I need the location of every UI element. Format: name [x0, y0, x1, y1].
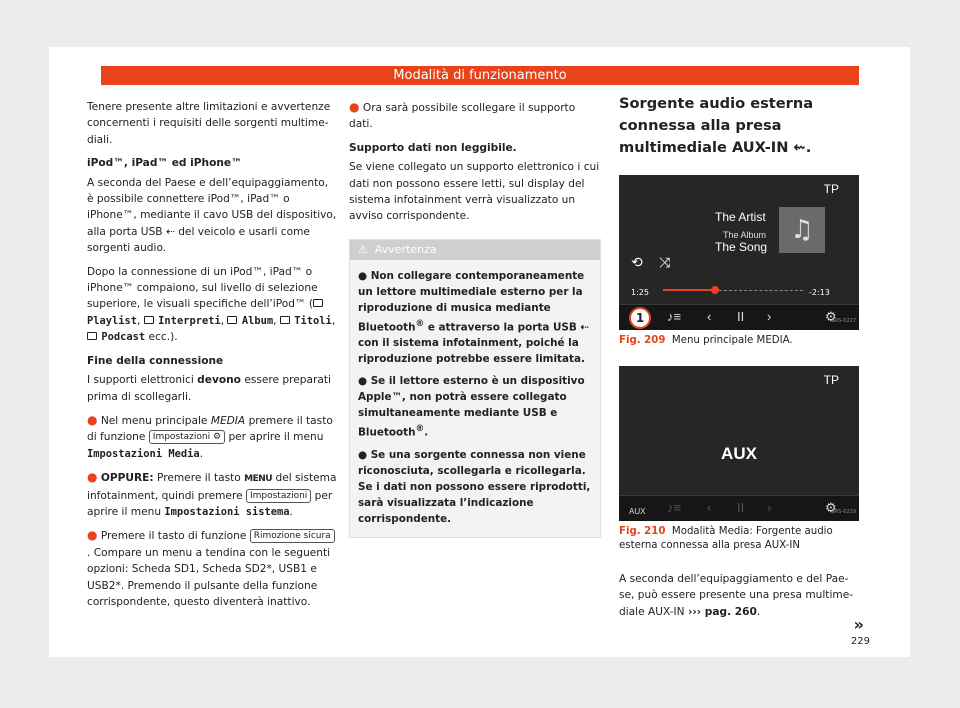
usb-icon: ⇠: [165, 225, 175, 238]
warning-box: [349, 239, 601, 538]
elapsed-time: 1:25: [631, 288, 649, 297]
bottom-bar: [619, 495, 859, 521]
pause-button[interactable]: II: [737, 309, 745, 324]
folder-icon: [280, 316, 290, 324]
previous-button[interactable]: ‹: [707, 309, 712, 324]
aux-icon: ⇜: [793, 139, 806, 156]
folder-icon: [87, 332, 97, 340]
page-reference-link[interactable]: ››› pag. 260: [687, 605, 757, 618]
aux-section-title: Sorgente audio esterna connessa alla presa multimediale AUX-IN ⇜.: [619, 95, 814, 156]
intro-paragraph: Tenere presente altre limitazioni e avvertenze concernenti i requisiti delle sorgenti multimediali.: [87, 101, 331, 146]
column-left: [87, 99, 337, 617]
folder-icon: [227, 316, 237, 324]
settings-icon[interactable]: ⚙: [825, 309, 837, 324]
views-paragraph: Dopo la connessione di un iPod™, iPad™ o iPhone™ compaiono, sul livello di selezione superiore, le visuali specifiche dell’iPod™ ( Playlist, Interpreti, Album, Titoli, Podcast ecc.).: [87, 265, 336, 344]
usb-icon: ⇠: [580, 321, 590, 334]
continue-arrow: »: [853, 615, 864, 634]
figure-209-caption: Fig. 209 Menu principale MEDIA.: [619, 335, 793, 346]
playlist-button[interactable]: ♪≡: [667, 500, 682, 515]
aux-paragraph: A seconda dell’equipaggiamento e del Paese, può essere presente una presa multimediale AUX-IN ››› pag. 260.: [619, 573, 854, 618]
warning-icon: ⚠: [358, 242, 368, 256]
rimozione-sicura-button[interactable]: Rimozione sicura: [250, 529, 335, 543]
callout-marker: 1: [629, 307, 651, 329]
progress-slider[interactable]: [663, 290, 803, 291]
heading-unreadable: Supporto dati non leggibile.: [349, 141, 517, 154]
song-label: The Song: [715, 240, 768, 254]
column-middle: [349, 99, 601, 538]
figure-209-screen: [619, 175, 859, 330]
impostazioni-button[interactable]: Impostazioni: [246, 489, 311, 503]
music-note-icon: ♫: [790, 215, 814, 245]
bullet-step-2: ● OPPURE: Premere il tasto MENU del sistema infotainment, quindi premere Impostazioni per aprire il menu Impostazioni sistema.: [87, 470, 337, 518]
column-right: [619, 95, 859, 627]
warning-header: ⚠ Avvertenza: [350, 240, 600, 260]
end-paragraph: I supporti elettronici devono essere preparati prima di scollegarli.: [87, 374, 331, 403]
manual-page: [49, 47, 910, 657]
warning-item: ● Se una sorgente connessa non viene riconosciuta, scollegarla e ricollegarla. Se i dati non possono essere riprodotti, sarà visualizzata l’indicazione corrispondente.: [358, 448, 591, 525]
tp-label: TP: [823, 182, 839, 196]
bullet-icon: ●: [87, 412, 98, 427]
bullet-disconnect: ● Ora sarà possibile scollegare il supporto dati.: [349, 100, 576, 131]
artist-label: The Artist: [715, 210, 766, 224]
folder-icon: [144, 316, 154, 324]
bullet-icon: ●: [349, 100, 360, 114]
tp-label: TP: [823, 373, 839, 387]
next-button[interactable]: ›: [767, 500, 772, 515]
bottom-bar: [619, 304, 859, 330]
warning-item: ● Se il lettore esterno è un dispositivo Apple™, non potrà essere collegato simultaneamente mediante USB e Bluetooth®.: [358, 375, 585, 439]
warning-item: ● Non collegare contemporaneamente un lettore multimediale esterno per la riproduzione di musica mediante Bluetooth® e attraverso la porta USB ⇠ con il sistema infotainment, poiché la riproduzione potrebbe essere limitata.: [358, 269, 590, 366]
bullet-icon: ●: [87, 470, 98, 485]
figure-210-caption: Fig. 210 Modalità Media: Forgente audio esterna connessa alla presa AUX-IN: [619, 526, 833, 551]
image-code: BRS-0229: [831, 508, 856, 515]
warning-body: [350, 260, 600, 537]
figure-210-screen: [619, 366, 859, 521]
bullet-step-3: ● Premere il tasto di funzione Rimozione sicura. Compare un menu a tendina con le seguenti opzioni: Scheda SD1, Scheda SD2*, USB1 e USB2*. Premendo il pulsante della funzione corrispondente, questo diventerà inattivo.: [87, 527, 337, 610]
folder-icon: [313, 299, 323, 307]
repeat-button[interactable]: ⟲: [631, 255, 643, 271]
previous-button[interactable]: ‹: [707, 500, 712, 515]
album-label: The Album: [723, 230, 767, 240]
heading-ipod: iPod™, iPad™ ed iPhone™: [87, 157, 242, 170]
aux-source-button[interactable]: AUX: [629, 507, 646, 516]
impostazioni-button[interactable]: Impostazioni ⚙: [149, 430, 225, 444]
shuffle-button[interactable]: ⤨: [659, 255, 671, 271]
unreadable-paragraph: Se viene collegato un supporto elettronico i cui dati non possono essere letti, sul display del sistema infotainment verrà visualizzato un avviso corrispondente.: [349, 161, 600, 223]
section-header: Modalità di funzionamento: [101, 66, 859, 85]
bullet-step-1: ● Nel menu principale MEDIA premere il tasto di funzione Impostazioni ⚙ per aprire il menu Impostazioni Media.: [87, 412, 333, 460]
playlist-button[interactable]: ♪≡: [667, 309, 682, 324]
settings-icon: ⚙: [212, 432, 222, 443]
progress-thumb[interactable]: [711, 286, 719, 294]
image-code: BRS-0227: [831, 317, 856, 324]
remaining-time: -2:13: [809, 288, 830, 297]
album-art: [779, 207, 825, 253]
pause-button[interactable]: II: [737, 500, 745, 515]
heading-end-connection: Fine della connessione: [87, 354, 224, 367]
settings-icon[interactable]: ⚙: [825, 500, 837, 515]
menu-icon: MENU: [244, 474, 273, 485]
aux-label: AUX: [721, 444, 757, 463]
next-button[interactable]: ›: [767, 309, 772, 324]
bullet-icon: ●: [87, 528, 98, 543]
page-number: 229: [850, 636, 870, 647]
ipod-paragraph: A seconda del Paese e dell’equipaggiamento, è possibile connettere iPod™, iPad™ o iPhone™, mediante il cavo USB del dispositivo, alla porta USB ⇠ del veicolo e usarli come sorgenti audio.: [87, 176, 337, 255]
